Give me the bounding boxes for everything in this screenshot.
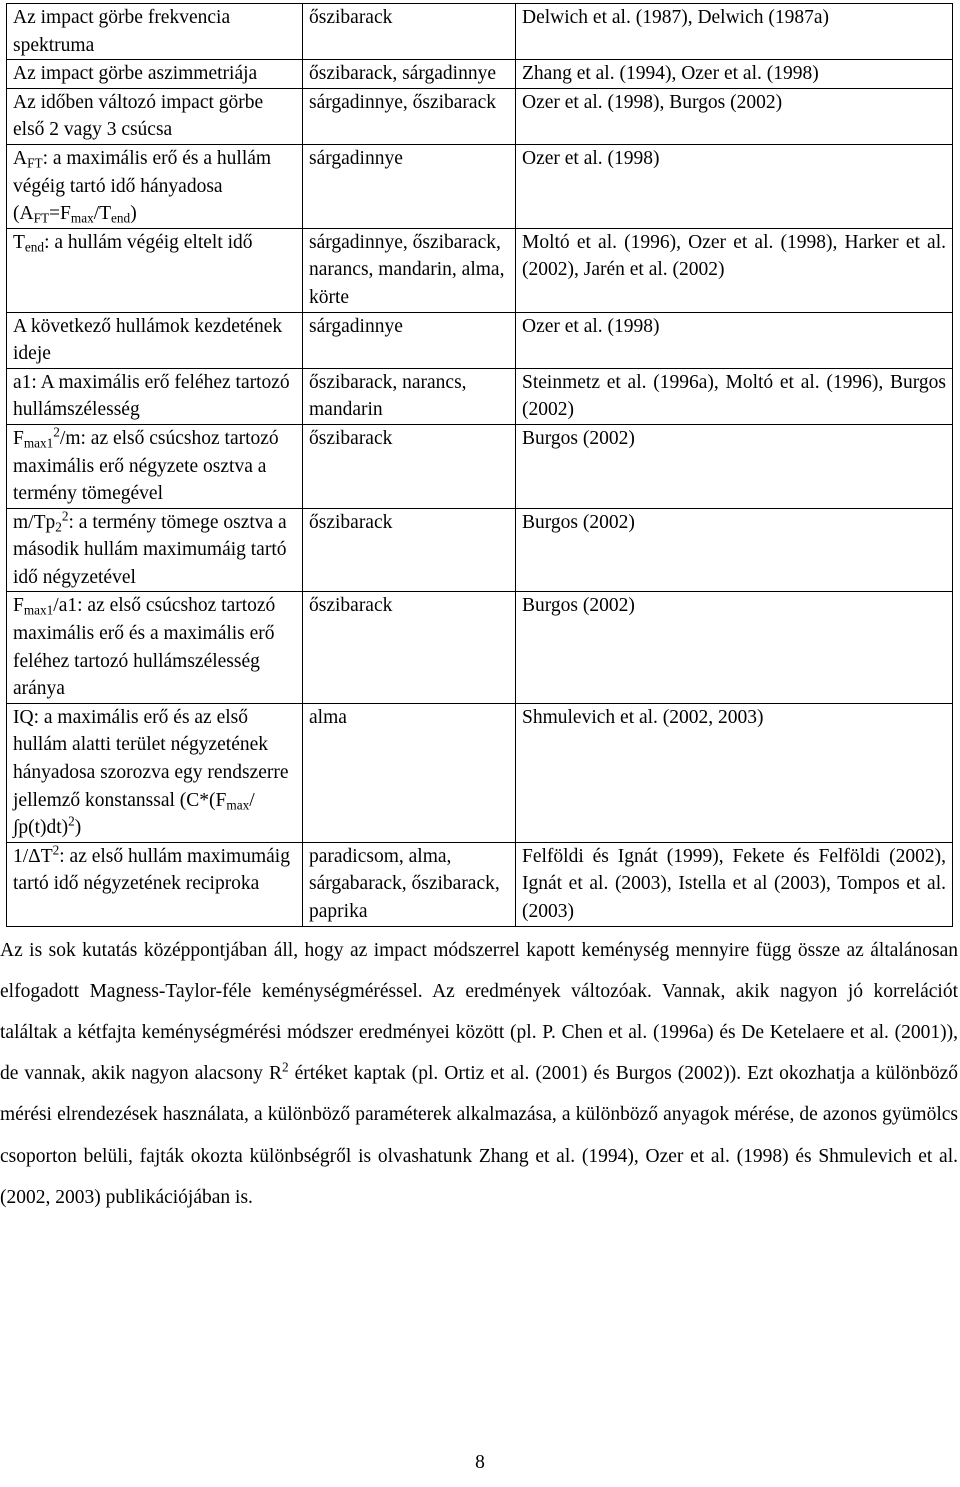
r-squared-superscript: 2 <box>281 1059 289 1075</box>
table-row <box>7 144 953 228</box>
subscript: max <box>70 210 94 226</box>
parameter-text: A <box>13 147 28 169</box>
superscript: 2 <box>68 813 75 829</box>
table-row <box>7 228 953 312</box>
subscript: 2 <box>55 519 62 534</box>
subscript: max1 <box>23 602 54 618</box>
parameter-cell <box>7 88 303 144</box>
parameter-cell <box>7 4 303 60</box>
fruit-cell: őszibarack, narancs, mandarin <box>303 368 516 424</box>
parameter-cell <box>7 144 303 228</box>
parameter-text: F <box>13 595 24 617</box>
parameter-text: : a maximális erő és a hullám végéig tartó idő hányadosa (A <box>13 147 272 225</box>
fruit-cell: őszibarack <box>303 424 516 508</box>
fruit-cell: őszibarack, sárgadinnye <box>303 60 516 89</box>
table-row <box>7 4 953 60</box>
fruit-cell: sárgadinnye <box>303 312 516 368</box>
parameter-text: Az időben változó impact görbe első 2 vagy 3 csúcsa <box>13 91 264 141</box>
subscript: max1 <box>23 435 54 451</box>
superscript: 2 <box>61 508 69 524</box>
fruit-cell: sárgadinnye, őszibarack, narancs, mandarin, alma, körte <box>303 228 516 312</box>
parameter-text: F <box>13 427 24 449</box>
parameter-text: /T <box>93 203 112 225</box>
fruit-cell: sárgadinnye <box>303 144 516 228</box>
subscript: FT <box>33 210 50 226</box>
parameter-text: Az impact görbe aszimmetriája <box>13 63 258 85</box>
parameter-text: A következő hullámok kezdetének ideje <box>13 315 283 365</box>
subscript: FT <box>27 155 43 171</box>
reference-cell: Burgos (2002) <box>516 508 953 592</box>
parameter-text: T <box>13 231 25 253</box>
parameter-text: : az első hullám maximumáig tartó idő négyzetének reciproka <box>13 845 290 895</box>
reference-cell: Burgos (2002) <box>516 592 953 703</box>
fruit-cell: sárgadinnye, őszibarack <box>303 88 516 144</box>
table-row <box>7 842 953 926</box>
fruit-cell: alma <box>303 703 516 842</box>
page-number: 8 <box>475 1452 485 1473</box>
paragraph-text-start: Az is sok kutatás középpontjában áll, hogy az impact módszerrel kapott keménység mennyire függ össze az általánosan elfogadott Magness-Taylor-féle keménységméréssel. Az eredmények változóak. Vannak, akik nagyon jó korrelációt találtak a kétfajta keménységmérési módszer eredményei között (pl. P. Chen et al. (1996a) és De Ketelaere et al. (2001)), de vannak, akik nagyon alacsony R <box>0 939 958 1085</box>
parameter-text: Az impact görbe frekvencia spektruma <box>13 7 231 56</box>
parameter-text: ) <box>74 817 82 839</box>
parameter-cell <box>7 592 303 703</box>
parameter-cell <box>7 703 303 842</box>
fruit-cell: őszibarack <box>303 508 516 592</box>
reference-cell: Zhang et al. (1994), Ozer et al. (1998) <box>516 60 953 89</box>
parameter-cell <box>7 842 303 926</box>
subscript: max <box>226 796 250 812</box>
parameter-text: : a hullám végéig eltelt idő <box>44 231 253 253</box>
parameter-text: : a termény tömege osztva a második hullám maximumáig tartó idő négyzetével <box>13 511 287 588</box>
parameter-text: 1/ΔT <box>13 845 53 867</box>
reference-cell: Delwich et al. (1987), Delwich (1987a) <box>516 4 953 60</box>
table-row <box>7 368 953 424</box>
parameter-text: a1: A maximális erő feléhez tartozó hullámszélesség <box>13 371 290 421</box>
parameter-text: /a1: az első csúcshoz tartozó maximális erő és a maximális erő feléhez tartozó hullámszélesség aránya <box>13 595 276 700</box>
reference-cell: Felföldi és Ignát (1999), Fekete és Felföldi (2002), Ignát et al. (2003), Istella et al (2003), Tompos et al. (2003) <box>516 842 953 926</box>
superscript: 2 <box>53 424 60 440</box>
impact-parameters-table <box>6 3 953 927</box>
parameter-text: /∫p(t)dt) <box>13 789 255 839</box>
parameter-cell <box>7 508 303 592</box>
parameter-cell <box>7 312 303 368</box>
subscript: end <box>111 210 131 226</box>
table-body <box>7 4 953 927</box>
parameter-text: IQ: a maximális erő és az első hullám alatti terület négyzetének hányadosa szorozva egy rendszerre jellemző konstanssal (C*(F <box>13 706 289 811</box>
superscript: 2 <box>52 842 60 858</box>
reference-cell: Steinmetz et al. (1996a), Moltó et al. (1996), Burgos (2002) <box>516 368 953 424</box>
parameter-text: ) <box>130 203 137 225</box>
subscript: end <box>24 239 45 255</box>
paragraph-text-end: értéket kaptak (pl. Ortiz et al. (2001) és Burgos (2002)). Ezt okozhatja a különböző mérési elrendezések használata, a különböző paraméterek alkalmazása, a különböző anyagok mérése, de azonos gyümölcs csoporton belüli, fajták okozta különbségről is olvashatunk Zhang et al. (1994), Ozer et al. (1998) és Shmulevich et al. (2002, 2003) publikációjában is. <box>0 1063 958 1208</box>
parameter-cell <box>7 424 303 508</box>
parameter-cell <box>7 368 303 424</box>
reference-cell: Ozer et al. (1998), Burgos (2002) <box>516 88 953 144</box>
table-row <box>7 60 953 89</box>
body-paragraph <box>0 930 958 1218</box>
table-row <box>7 703 953 842</box>
parameter-cell <box>7 228 303 312</box>
table-row <box>7 508 953 592</box>
table-row <box>7 592 953 703</box>
table-row <box>7 88 953 144</box>
fruit-cell: paradicsom, alma, sárgabarack, őszibarack, paprika <box>303 842 516 926</box>
fruit-cell: őszibarack <box>303 592 516 703</box>
reference-cell: Moltó et al. (1996), Ozer et al. (1998), Harker et al. (2002), Jarén et al. (2002) <box>516 228 953 312</box>
parameter-text: m/Tp <box>13 511 56 533</box>
reference-cell: Burgos (2002) <box>516 424 953 508</box>
table-row <box>7 424 953 508</box>
document-page <box>0 3 958 1218</box>
reference-cell: Ozer et al. (1998) <box>516 144 953 228</box>
parameter-text: =F <box>49 203 71 225</box>
table-row <box>7 312 953 368</box>
parameter-text: /m: az első csúcshoz tartozó maximális erő négyzete osztva a termény tömegével <box>13 427 279 505</box>
reference-cell: Shmulevich et al. (2002, 2003) <box>516 703 953 842</box>
reference-cell: Ozer et al. (1998) <box>516 312 953 368</box>
fruit-cell: őszibarack <box>303 4 516 60</box>
parameter-cell <box>7 60 303 89</box>
